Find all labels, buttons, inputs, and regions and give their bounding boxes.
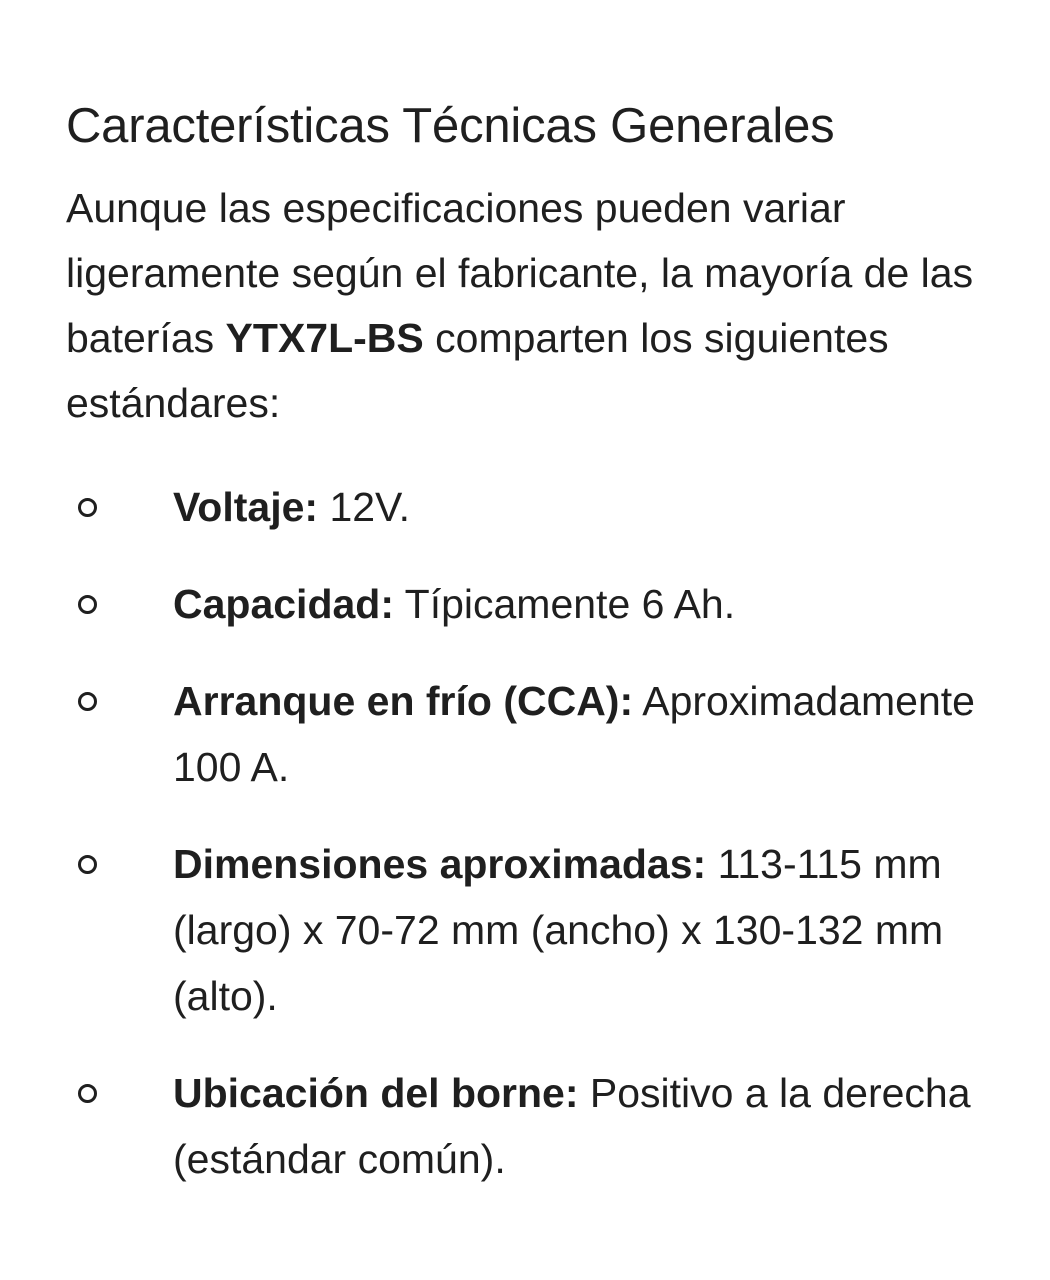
circle-bullet-icon [78,1084,97,1103]
circle-bullet-icon [78,692,97,711]
battery-model: YTX7L-BS [225,315,424,361]
spec-label: Voltaje: [173,484,319,530]
spec-list [66,474,990,1192]
spec-label: Capacidad: [173,581,394,627]
intro-text-start: Aunque las especificaciones pueden variar ligeramente según el fabricante, la mayoría de las baterías [66,185,974,361]
intro-text-end: comparten los siguientes estándares: [66,315,889,426]
spec-value: Típicamente 6 Ah. [394,581,736,627]
spec-item-cca [66,668,990,800]
section-title: Características Técnicas Generales [66,99,835,153]
spec-label: Arranque en frío (CCA): [173,678,634,724]
circle-bullet-icon [78,595,97,614]
spec-label: Ubicación del borne: [173,1070,579,1116]
intro-paragraph [66,176,990,436]
circle-bullet-icon [78,498,97,517]
spec-value: Aproximadamente 100 A. [173,678,975,790]
spec-item-voltage [66,474,990,540]
spec-value: Positivo a la derecha (estándar común). [173,1070,971,1182]
spec-label: Dimensiones aproximadas: [173,841,707,887]
spec-item-terminal [66,1060,990,1192]
circle-bullet-icon [78,855,97,874]
spec-item-capacity [66,571,990,637]
spec-item-dimensions [66,831,990,1029]
spec-value: 12V. [318,484,411,530]
spec-value: 113-115 mm (largo) x 70-72 mm (ancho) x 130-132 mm (alto). [173,841,944,1019]
